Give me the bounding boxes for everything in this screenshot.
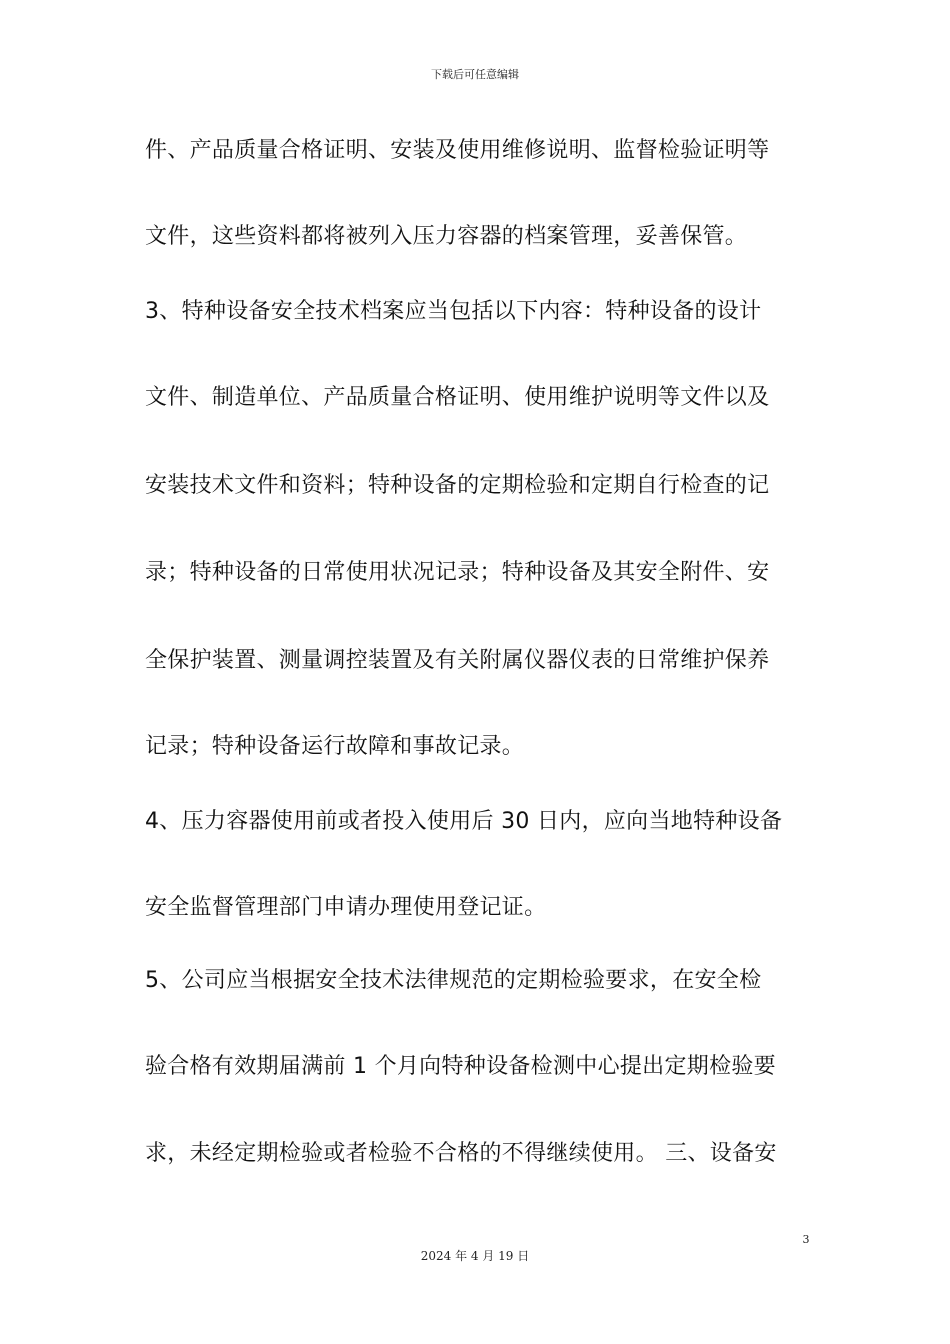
body-line-1: 件、产品质量合格证明、安装及使用维修说明、监督检验证明等 (145, 138, 770, 163)
header-note: 下载后可任意编辑 (431, 68, 519, 81)
body-line-10: 安全监督管理部门申请办理使用登记证。 (145, 895, 547, 920)
body-line-8: 记录；特种设备运行故障和事故记录。 (145, 734, 525, 759)
body-line-9: 4、压力容器使用前或者投入使用后 30 日内，应向当地特种设备 (145, 809, 783, 834)
body-line-2: 文件，这些资料都将被列入压力容器的档案管理，妥善保管。 (145, 224, 748, 249)
body-line-3: 3、特种设备安全技术档案应当包括以下内容：特种设备的设计 (145, 299, 762, 324)
body-line-13: 求，未经定期检验或者检验不合格的不得继续使用。 三、设备安 (145, 1141, 777, 1166)
page-number: 3 (802, 1233, 810, 1246)
body-line-4: 文件、制造单位、产品质量合格证明、使用维护说明等文件以及 (145, 385, 770, 410)
body-line-5: 安装技术文件和资料；特种设备的定期检验和定期自行检查的记 (145, 473, 770, 498)
body-line-7: 全保护装置、测量调控装置及有关附属仪器仪表的日常维护保养 (145, 648, 770, 673)
body-line-11: 5、公司应当根据安全技术法律规范的定期检验要求，在安全检 (145, 968, 762, 993)
body-line-6: 录；特种设备的日常使用状况记录；特种设备及其安全附件、安 (145, 560, 770, 585)
footer-date: 2024 年 4 月 19 日 (420, 1249, 530, 1263)
body-line-12: 验合格有效期届满前 1 个月向特种设备检测中心提出定期检验要 (145, 1054, 776, 1079)
